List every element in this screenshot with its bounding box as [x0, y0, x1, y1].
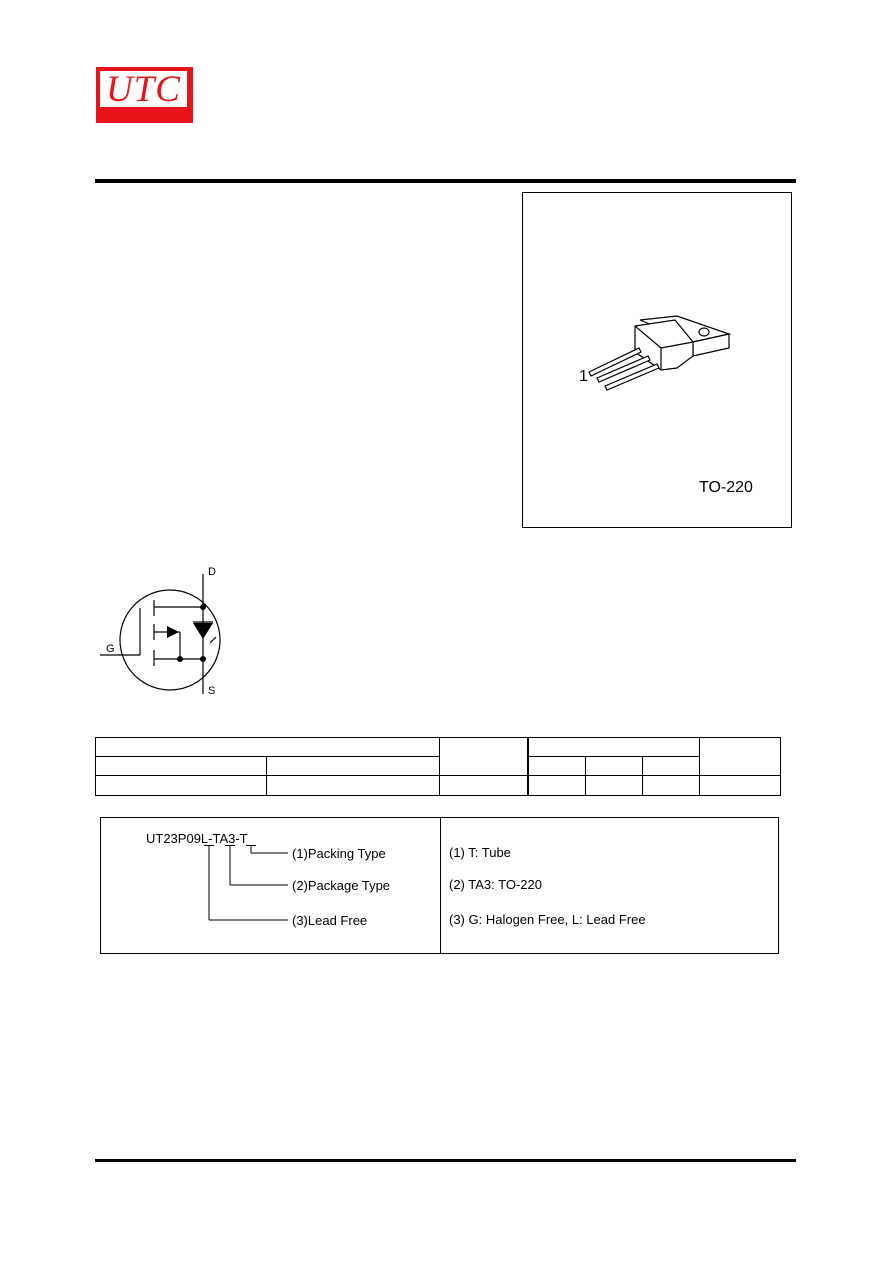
packing-type-desc: (1) T: Tube	[449, 845, 511, 860]
to220-package-icon	[575, 312, 745, 397]
source-label: S	[208, 685, 216, 697]
gate-label: G	[106, 643, 115, 655]
package-name: TO-220	[699, 479, 753, 496]
packing-type-label: (1)Packing Type	[292, 846, 386, 861]
lead-free-label: (3)Lead Free	[292, 913, 368, 928]
lead-free-desc: (3) G: Halogen Free, L: Lead Free	[449, 912, 646, 927]
p-channel-mosfet-symbol	[100, 560, 240, 700]
logo-text: UTC	[106, 68, 181, 110]
utc-logo	[96, 67, 193, 123]
pin-1-label: 1	[579, 368, 588, 385]
package-type-desc: (2) TA3: TO-220	[449, 877, 542, 892]
package-type-label: (2)Package Type	[292, 878, 391, 893]
drain-label: D	[208, 566, 216, 578]
ordering-callout-lines	[200, 845, 290, 930]
ordering-divider	[440, 818, 441, 953]
footer-rule	[95, 1159, 796, 1162]
part-number: UT23P09L-TA3-T	[146, 831, 248, 846]
header-rule	[95, 179, 796, 183]
ordering-table	[95, 737, 781, 796]
